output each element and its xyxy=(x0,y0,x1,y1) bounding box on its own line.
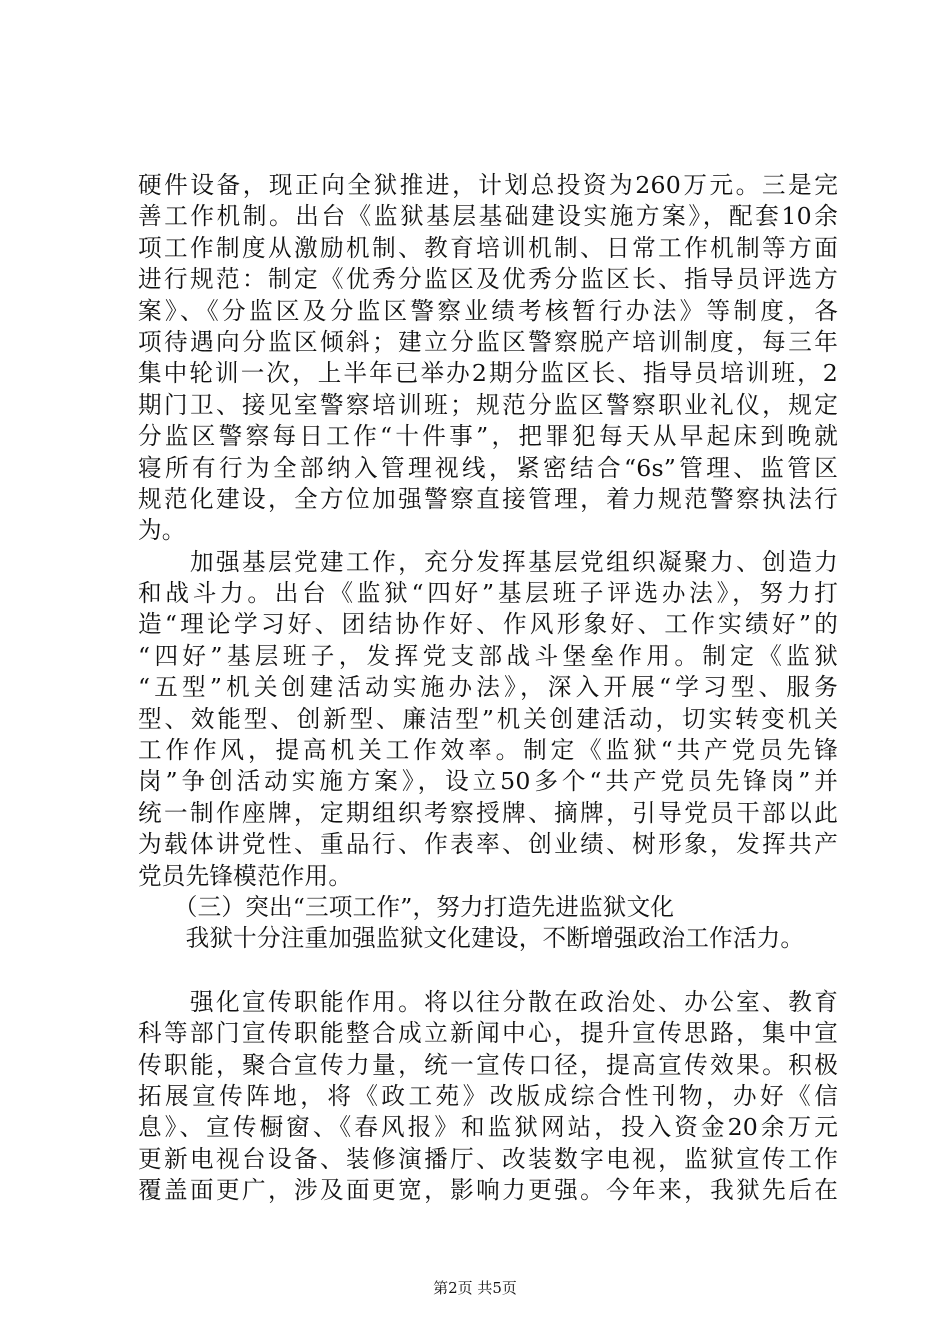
text-line: 为载体讲党性、重品行、作表率、创业绩、树形象，发挥共产 xyxy=(138,830,838,859)
text-line: 岗”争创活动实施方案》，设立50多个“共产党员先锋岗”并 xyxy=(138,767,838,796)
text-line: 规范化建设，全方位加强警察直接管理，着力规范警察执法行 xyxy=(138,484,838,513)
text-line: 型、效能型、创新型、廉洁型”机关创建活动，切实转变机关 xyxy=(138,704,838,733)
text-line: 项待遇向分监区倾斜；建立分监区警察脱产培训制度，每三年 xyxy=(138,327,838,356)
text-line: 进行规范：制定《优秀分监区及优秀分监区长、指导员评选方 xyxy=(138,265,838,294)
document-body xyxy=(138,170,838,1207)
text-line: 为。 xyxy=(138,516,186,545)
text-line: 统一制作座牌，定期组织考察授牌、摘牌，引导党员干部以此 xyxy=(138,798,838,827)
text-line: 案》、《分监区及分监区警察业绩考核暂行办法》等制度，各 xyxy=(138,296,838,325)
text-line: 加强基层党建工作，充分发挥基层党组织凝聚力、创造力 xyxy=(138,547,838,576)
text-line: 集中轮训一次，上半年已举办2期分监区长、指导员培训班，2 xyxy=(138,359,838,388)
text-line: 拓展宣传阵地，将《政工苑》改版成综合性刊物，办好《信 xyxy=(138,1081,838,1110)
text-line: 造“理论学习好、团结协作好、作风形象好、工作实绩好”的 xyxy=(138,610,838,639)
text-line: 我狱十分注重加强监狱文化建设，不断增强政治工作活力。 xyxy=(138,924,805,953)
text-line: 分监区警察每日工作“十件事”，把罪犯每天从早起床到晚就 xyxy=(138,422,838,451)
text-line: 工作作风，提高机关工作效率。制定《监狱“共产党员先锋 xyxy=(138,736,838,765)
text-line: 息》、宣传橱窗、《春风报》和监狱网站，投入资金20余万元 xyxy=(138,1113,838,1142)
text-line: 传职能，聚合宣传力量，统一宣传口径，提高宣传效果。积极 xyxy=(138,1050,838,1079)
paragraph-gap xyxy=(138,955,838,987)
text-line: “五型”机关创建活动实施办法》，深入开展“学习型、服务 xyxy=(138,673,838,702)
text-line: 善工作机制。出台《监狱基层基础建设实施方案》，配套10余 xyxy=(138,202,838,231)
text-line: 寝所有行为全部纳入管理视线，紧密结合“6s”管理、监管区 xyxy=(138,453,838,482)
text-line: 更新电视台设备、装修演播厅、改装数字电视，监狱宣传工作 xyxy=(138,1144,838,1173)
text-line: 和战斗力。出台《监狱“四好”基层班子评选办法》，努力打 xyxy=(138,579,838,608)
text-line: 强化宣传职能作用。将以往分散在政治处、办公室、教育 xyxy=(138,987,838,1016)
text-line: 项工作制度从激励机制、教育培训机制、日常工作机制等方面 xyxy=(138,233,838,262)
text-line: 硬件设备，现正向全狱推进，计划总投资为260万元。三是完 xyxy=(138,171,838,199)
text-line: 期门卫、接见室警察培训班；规范分监区警察职业礼仪，规定 xyxy=(138,390,838,419)
text-line: 科等部门宣传职能整合成立新闻中心，提升宣传思路，集中宣 xyxy=(138,1019,838,1048)
text-line: 覆盖面更广，涉及面更宽，影响力更强。今年来，我狱先后在 xyxy=(138,1176,838,1205)
page-footer: 第2页 共5页 xyxy=(433,1279,517,1297)
text-line: 党员先锋模范作用。 xyxy=(138,861,353,890)
text-line: “四好”基层班子，发挥党支部战斗堡垒作用。制定《监狱 xyxy=(138,641,838,670)
text-line: （三）突出“三项工作”，努力打造先进监狱文化 xyxy=(138,892,675,921)
